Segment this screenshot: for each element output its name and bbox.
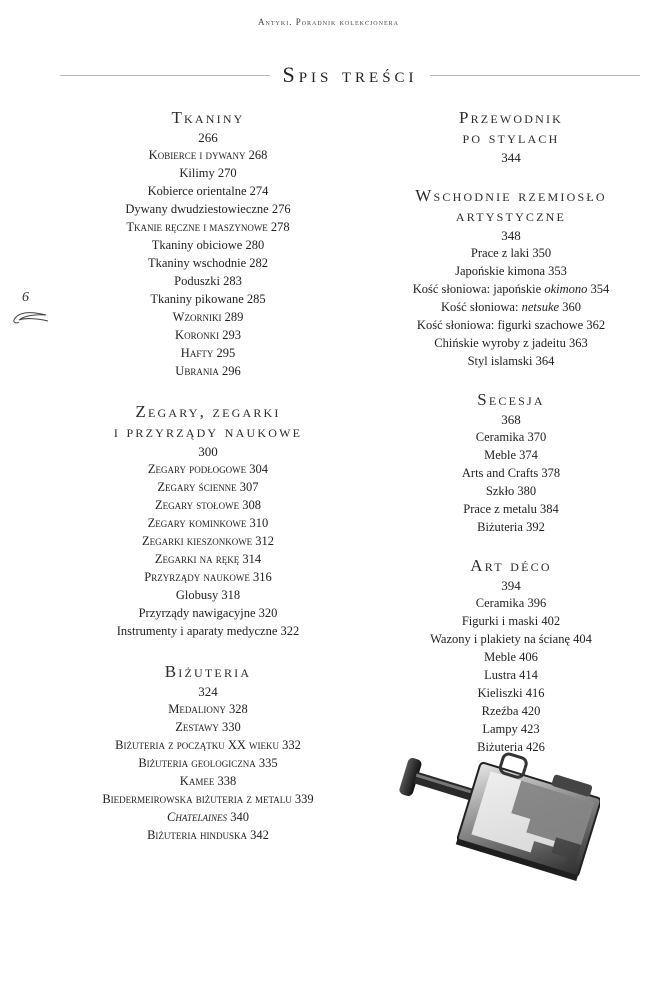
toc-entry-text: Biżuteria 392 — [477, 520, 545, 534]
toc-entry-text: Hafty 295 — [180, 346, 236, 360]
section-title-line: Biżuteria — [164, 662, 252, 681]
section-title-line: Przewodnik — [458, 108, 564, 127]
toc-entry-text: Koronki 293 — [175, 328, 241, 342]
toc-entry-text: Przyrządy naukowe 316 — [144, 570, 272, 584]
toc-entry[interactable] — [60, 826, 356, 844]
section-title-line: artystyczne — [455, 206, 567, 225]
section-page-number: 324 — [198, 684, 218, 699]
toc-entry-text: Kilimy 270 — [179, 166, 237, 180]
toc-entry-text: Kość słoniowa: figurki szachowe 362 — [416, 318, 606, 332]
toc-entry-text: 340 — [227, 810, 249, 824]
toc-entry[interactable] — [370, 298, 652, 316]
section-title — [60, 108, 356, 128]
toc-entry-text: Meble 406 — [484, 650, 538, 664]
toc-entry-italic-text: Chatelaines — [167, 810, 228, 824]
toc-entry-text: Kamee 338 — [179, 774, 237, 788]
toc-entry-text: Zegary stołowe 308 — [155, 498, 261, 512]
toc-entry[interactable] — [60, 514, 356, 532]
toc-section — [60, 402, 356, 640]
toc-section — [370, 390, 652, 536]
toc-entry[interactable] — [60, 754, 356, 772]
toc-entry-text: Kość słoniowa: — [441, 300, 522, 314]
toc-entry-text: Tkaniny wschodnie 282 — [147, 256, 269, 270]
toc-entry[interactable] — [60, 772, 356, 790]
toc-entry-text: Zegary podłogowe 304 — [147, 462, 269, 476]
toc-entry-text: Wzorniki 289 — [172, 310, 244, 324]
toc-entry[interactable] — [370, 684, 652, 702]
toc-entry-text: Zestawy 330 — [175, 720, 241, 734]
toc-entry-text: Prace z metalu 384 — [463, 502, 559, 516]
section-title-line: Tkaniny — [171, 108, 245, 127]
flourish-ornament-icon — [10, 308, 50, 326]
toc-entry-text: Medaliony 328 — [168, 702, 248, 716]
toc-entry-text: Globusy 318 — [175, 588, 241, 602]
toc-entry-text: Dywany dwudziestowieczne 276 — [125, 202, 291, 216]
page-title: Spis treści — [282, 62, 418, 87]
toc-entry[interactable] — [60, 568, 356, 586]
toc-entry[interactable] — [60, 532, 356, 550]
toc-entry[interactable] — [60, 164, 356, 182]
toc-entry-list — [60, 460, 356, 640]
toc-entry-text: Poduszki 283 — [174, 274, 242, 288]
toc-entry[interactable] — [370, 612, 652, 630]
toc-entry[interactable] — [370, 262, 652, 280]
toc-entry[interactable] — [370, 720, 652, 738]
toc-entry[interactable] — [370, 500, 652, 518]
section-title-line: po stylach — [462, 128, 560, 147]
toc-entry[interactable] — [60, 182, 356, 200]
toc-entry[interactable] — [60, 586, 356, 604]
toc-entry-text: Tkaniny obiciowe 280 — [151, 238, 265, 252]
toc-entry-text: Zegary ścienne 307 — [157, 480, 259, 494]
toc-entry[interactable] — [370, 482, 652, 500]
section-page-number: 368 — [501, 412, 521, 427]
toc-entry[interactable] — [370, 630, 652, 648]
title-rule-right — [430, 75, 640, 76]
toc-entry-text: Meble 374 — [484, 448, 538, 462]
toc-entry[interactable] — [60, 550, 356, 568]
toc-entry-list — [60, 146, 356, 380]
toc-entry-text: Kobierce i dywany 268 — [148, 148, 268, 162]
toc-entry[interactable] — [60, 622, 356, 640]
toc-entry[interactable] — [60, 200, 356, 218]
toc-entry-text: Lustra 414 — [484, 668, 538, 682]
toc-entry-text: Wazony i plakiety na ścianę 404 — [430, 632, 592, 646]
toc-entry[interactable] — [60, 218, 356, 236]
section-page-number: 266 — [198, 130, 218, 145]
toc-left-column — [60, 108, 356, 866]
section-title — [370, 108, 652, 148]
toc-entry-text: Kieliszki 416 — [477, 686, 545, 700]
running-head: Antyki. Poradnik kolekcjonera — [258, 17, 399, 27]
toc-entry[interactable] — [370, 464, 652, 482]
toc-entry[interactable] — [370, 518, 652, 536]
toc-entry-text: Przyrządy nawigacyjne 320 — [138, 606, 278, 620]
toc-entry-text: Biżuteria hinduska 342 — [147, 828, 269, 842]
toc-entry[interactable] — [60, 718, 356, 736]
toc-entry[interactable] — [370, 352, 652, 370]
toc-entry[interactable] — [60, 146, 356, 164]
toc-entry-text: Tkanie ręczne i maszynowe 278 — [126, 220, 290, 234]
toc-section — [370, 186, 652, 370]
toc-entry-text: Styl islamski 364 — [467, 354, 555, 368]
toc-entry[interactable] — [60, 272, 356, 290]
section-title-line: Secesja — [477, 390, 545, 409]
section-title-line: Zegary, zegarki — [135, 402, 281, 421]
section-title — [370, 186, 652, 226]
toc-entry[interactable] — [370, 702, 652, 720]
toc-entry-text: Rzeźba 420 — [481, 704, 541, 718]
title-row — [60, 60, 640, 90]
section-title-line: i przyrządy naukowe — [113, 422, 303, 441]
toc-entry[interactable] — [60, 362, 356, 380]
toc-entry[interactable] — [370, 334, 652, 352]
toc-entry-text: Biżuteria z początku XX wieku 332 — [115, 738, 301, 752]
toc-entry-text: Prace z laki 350 — [470, 246, 552, 260]
toc-entry-text: Zegarki kieszonkowe 312 — [141, 534, 275, 548]
toc-entry[interactable] — [60, 736, 356, 754]
toc-entry-text: Zegarki na rękę 314 — [154, 552, 262, 566]
toc-entry-list — [370, 594, 652, 756]
toc-entry-text: Biżuteria 426 — [477, 740, 545, 754]
toc-entry-list — [60, 700, 356, 844]
toc-entry-text: Kość słoniowa: japońskie — [412, 282, 545, 296]
section-title — [60, 662, 356, 682]
toc-entry-text: Japońskie kimona 353 — [455, 264, 567, 278]
toc-entry[interactable] — [60, 308, 356, 326]
toc-entry-text: Ceramika 396 — [475, 596, 547, 610]
toc-entry[interactable] — [370, 244, 652, 262]
toc-entry[interactable] — [370, 428, 652, 446]
section-title-line: Art déco — [470, 556, 552, 575]
toc-entry-text: Figurki i maski 402 — [461, 614, 561, 628]
toc-entry[interactable] — [60, 254, 356, 272]
toc-entry-list — [370, 244, 652, 370]
toc-section — [60, 108, 356, 380]
toc-entry-italic-text: netsuke — [521, 300, 560, 314]
toc-entry-text: Chińskie wyroby z jadeitu 363 — [434, 336, 588, 350]
toc-entry[interactable] — [370, 666, 652, 684]
toc-entry[interactable] — [370, 446, 652, 464]
toc-entry-text: Biedermeirowska biżuteria z metalu 339 — [102, 792, 314, 806]
toc-entry-text: Kobierce orientalne 274 — [147, 184, 269, 198]
toc-section — [370, 108, 652, 166]
toc-entry[interactable] — [60, 236, 356, 254]
toc-entry[interactable] — [370, 316, 652, 334]
section-title — [370, 556, 652, 576]
toc-entry-text: Lampy 423 — [482, 722, 540, 736]
toc-entry-italic-text: okimono — [544, 282, 588, 296]
toc-entry[interactable] — [60, 790, 356, 808]
section-page-number: 300 — [198, 444, 218, 459]
toc-entry-list — [370, 428, 652, 536]
toc-entry[interactable] — [60, 478, 356, 496]
toc-entry[interactable] — [60, 700, 356, 718]
toc-right-column — [370, 108, 652, 776]
toc-entry[interactable] — [60, 460, 356, 478]
toc-entry-text: 360 — [559, 300, 581, 314]
toc-entry-text: Zegary kominkowe 310 — [147, 516, 269, 530]
section-page-number: 348 — [501, 228, 521, 243]
section-title — [370, 390, 652, 410]
toc-entry-text: Instrumenty i aparaty medyczne 322 — [116, 624, 300, 638]
toc-entry-text: 354 — [587, 282, 610, 296]
toc-section — [370, 556, 652, 756]
toc-entry[interactable] — [60, 808, 356, 826]
toc-section — [60, 662, 356, 844]
title-rule-left — [60, 75, 270, 76]
toc-entry[interactable] — [370, 594, 652, 612]
toc-entry[interactable] — [60, 496, 356, 514]
toc-entry[interactable] — [370, 280, 652, 298]
toc-entry-text: Ubrania 296 — [175, 364, 241, 378]
toc-entry[interactable] — [60, 326, 356, 344]
toc-entry[interactable] — [60, 344, 356, 362]
toc-entry[interactable] — [60, 290, 356, 308]
section-title-line: Wschodnie rzemiosło — [415, 186, 607, 205]
section-title — [60, 402, 356, 442]
toc-entry-text: Biżuteria geologiczna 335 — [138, 756, 278, 770]
toc-entry-text: Ceramika 370 — [475, 430, 547, 444]
toc-entry-text: Arts and Crafts 378 — [461, 466, 561, 480]
art-deco-lighter-image — [384, 752, 600, 922]
section-page-number: 394 — [501, 578, 521, 593]
toc-entry-text: Tkaniny pikowane 285 — [150, 292, 266, 306]
toc-entry-text: Szkło 380 — [485, 484, 537, 498]
section-page-number: 344 — [501, 150, 521, 165]
toc-entry[interactable] — [370, 648, 652, 666]
page-number: 6 — [22, 290, 29, 305]
toc-entry[interactable] — [60, 604, 356, 622]
